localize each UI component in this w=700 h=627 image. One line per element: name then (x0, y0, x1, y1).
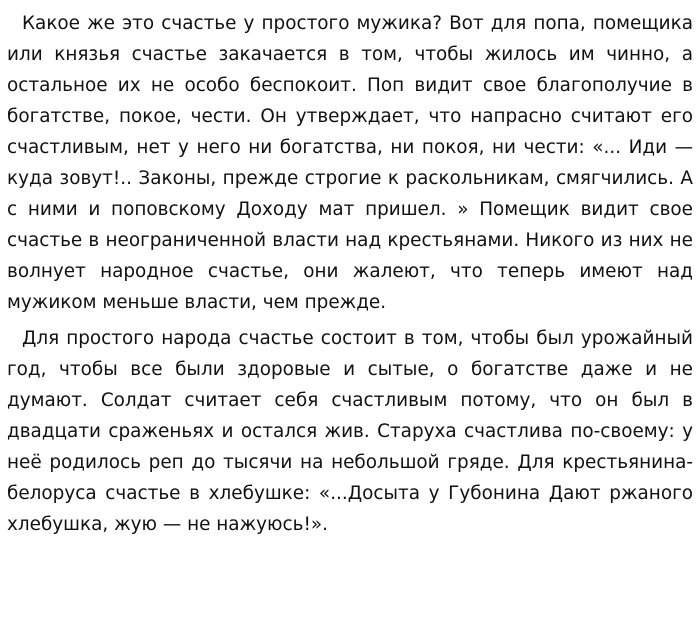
paragraph-1: Какое же это счастье у простого мужика? Вот для попа, помещика или князья счастье закачается в том, чтобы жилось им чинно, а остальное их не особо беспокоит. Поп видит свое благополучие в богатстве, покое, чести. Он утверждает, что напрасно считают его счастливым, нет у него ни богатства, ни покоя, ни чести: «... Иди — куда зовут!.. Законы, прежде строгие к раскольникам, смягчились. А с ними и поповскому Доходу мат пришел. » Помещик видит свое счастье в неограниченной власти над крестьянами. Никого из них не волнует народное счастье, они жалеют, что теперь имеют над мужиком меньше власти, чем прежде. (7, 13, 693, 313)
paragraph-2: Для простого народа счастье состоит в том, чтобы был урожайный год, чтобы все были здоровые и сытые, о богатстве даже и не думают. Солдат считает себя счастливым потому, что он был в двадцати сраженьях и остался жив. Старуха счастлива по-своему: у неё родилось реп до тысячи на небольшой гряде. Для крестьянина-белоруса счастье в хлебушке: «...Досыта у Губонина Дают ржаного хлебушка, жую — не нажуюсь!». (7, 328, 693, 535)
